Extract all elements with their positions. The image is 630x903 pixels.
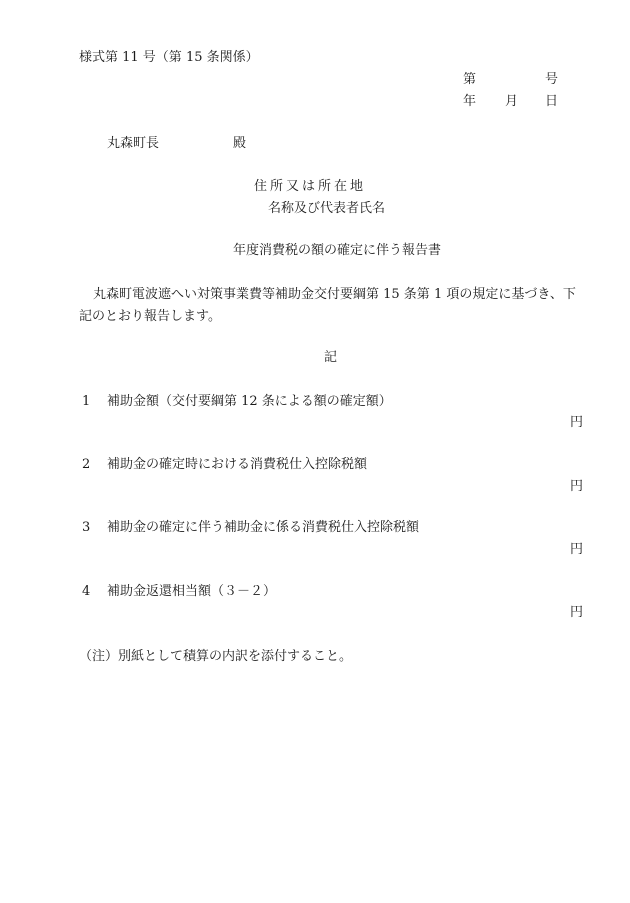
item-3-label: 補助金の確定に伴う補助金に係る消費税仕入控除税額 <box>107 520 420 535</box>
recipient-name: 丸森町長 <box>107 136 160 151</box>
item-2-label: 補助金の確定時における消費税仕入控除税額 <box>107 457 368 472</box>
item-4-unit: 円 <box>570 605 584 620</box>
attachment-note: （注）別紙として積算の内訳を添付すること。 <box>79 649 353 664</box>
item-3-number: 3 <box>82 520 91 535</box>
date-day-label: 日 <box>545 94 559 109</box>
item-2-number: 2 <box>82 457 91 472</box>
item-1-unit: 円 <box>570 415 584 430</box>
applicant-address-label: 住所又は所在地 <box>254 179 367 194</box>
body-text-line-1: 丸森町電波遮へい対策事業費等補助金交付要綱第 15 条第 1 項の規定に基づき、下 <box>93 287 576 302</box>
item-4-label: 補助金返還相当額（３－２） <box>107 584 277 599</box>
document-number-suffix: 号 <box>545 72 559 87</box>
form-number: 様式第 11 号（第 15 条関係） <box>79 50 259 65</box>
item-2-unit: 円 <box>570 479 584 494</box>
ki-heading: 記 <box>324 350 338 365</box>
date-year-label: 年 <box>463 94 477 109</box>
document-number-prefix: 第 <box>463 72 477 87</box>
applicant-name-label: 名称及び代表者氏名 <box>268 201 386 216</box>
item-1-number: 1 <box>82 394 91 409</box>
document-title: 年度消費税の額の確定に伴う報告書 <box>233 243 442 258</box>
body-text-line-2: 記のとおり報告します。 <box>79 309 221 324</box>
item-1-label: 補助金額（交付要綱第 12 条による額の確定額） <box>107 394 392 409</box>
date-month-label: 月 <box>505 94 519 109</box>
recipient-honorific: 殿 <box>233 136 247 151</box>
item-4-number: 4 <box>82 584 91 599</box>
item-3-unit: 円 <box>570 542 584 557</box>
